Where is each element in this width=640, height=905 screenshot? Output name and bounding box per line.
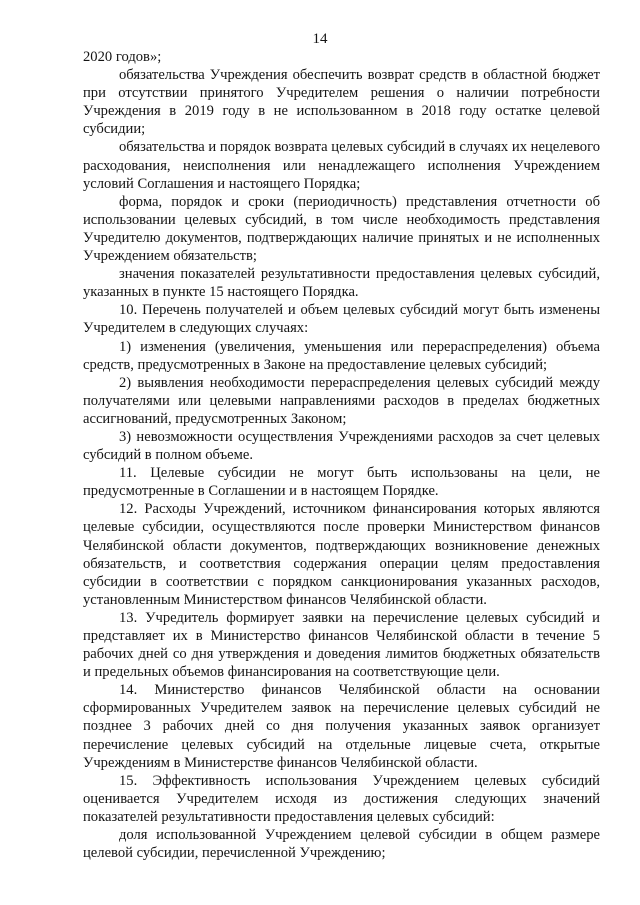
paragraph: значения показателей результативности предоставления целевых субсидий, указанных в пункте 15 настоящего Порядка. [83, 266, 600, 301]
paragraph: 13. Учредитель формирует заявки на перечисление целевых субсидий и представляет их в Министерство финансов Челябинской области в течение 5 рабочих дней со дня утверждения и доведения лимитов бюджетных обязательств и предельных объемов финансирования на соответствующие цели. [83, 609, 600, 681]
paragraph: 10. Перечень получателей и объем целевых субсидий могут быть изменены Учредителем в следующих случаях: [83, 302, 600, 337]
paragraph: 3) невозможности осуществления Учреждениями расходов за счет целевых субсидий в полном объеме. [83, 428, 600, 464]
paragraph: 12. Расходы Учреждений, источником финансирования которых являются целевые субсидии, осуществляются после проверки Министерством финансов Челябинской области документов, подтверждающих возникновение денежных обязательств, и соответствия содержания операции целям предоставления субсидии в соответствии с порядком санкционирования указанных расходов, установленным Министерством финансов Челябинской области. [83, 501, 600, 608]
paragraph: обязательства и порядок возврата целевых субсидий в случаях их нецелевого расходования, неисполнения или ненадлежащего исполнения Учреждением условий Соглашения и настоящего Порядка; [83, 139, 600, 192]
paragraph: 1) изменения (увеличения, уменьшения или перераспределения) объема средств, предусмотренных в Законе на предоставление целевых субсидий; [83, 338, 600, 373]
paragraph: 11. Целевые субсидии не могут быть использованы на цели, не предусмотренные в Соглашении и в настоящем Порядке. [83, 465, 600, 500]
paragraph: 2020 годов»; [83, 49, 162, 65]
paragraph: форма, порядок и сроки (периодичность) представления отчетности об использовании целевых субсидий, в том числе необходимость представления Учредителю документов, подтверждающих наличие принятых и не исполненных Учреждением обязательств; [83, 193, 600, 265]
paragraph: 14. Министерство финансов Челябинской области на основании сформированных Учредителем заявок на перечисление целевых субсидий не позднее 3 рабочих дней со дня получения указанных заявок организует перечисление целевых субсидий на отдельные лицевые счета, открытые Учреждениям в Министерстве финансов Челябинской области. [83, 682, 600, 771]
page-number: 14 [312, 31, 328, 47]
paragraph: доля использованной Учреждением целевой субсидии в общем размере целевой субсидии, перечисленной Учреждению; [83, 827, 600, 862]
paragraph: обязательства Учреждения обеспечить возврат средств в областной бюджет при отсутствии принятого Учредителем решения о наличии потребности Учреждения в 2019 году в не использованном в 2018 году остатке целевой субсидии; [83, 67, 600, 138]
document-body [83, 48, 600, 862]
paragraph: 15. Эффективность использования Учреждением целевых субсидий оценивается Учредителем исходя из достижения следующих значений показателей результативности предоставления целевых субсидий: [83, 772, 600, 825]
paragraph: 2) выявления необходимости перераспределения целевых субсидий между получателями или целевыми направлениями расходов в пределах бюджетных ассигнований, предусмотренных Законом; [83, 374, 600, 427]
